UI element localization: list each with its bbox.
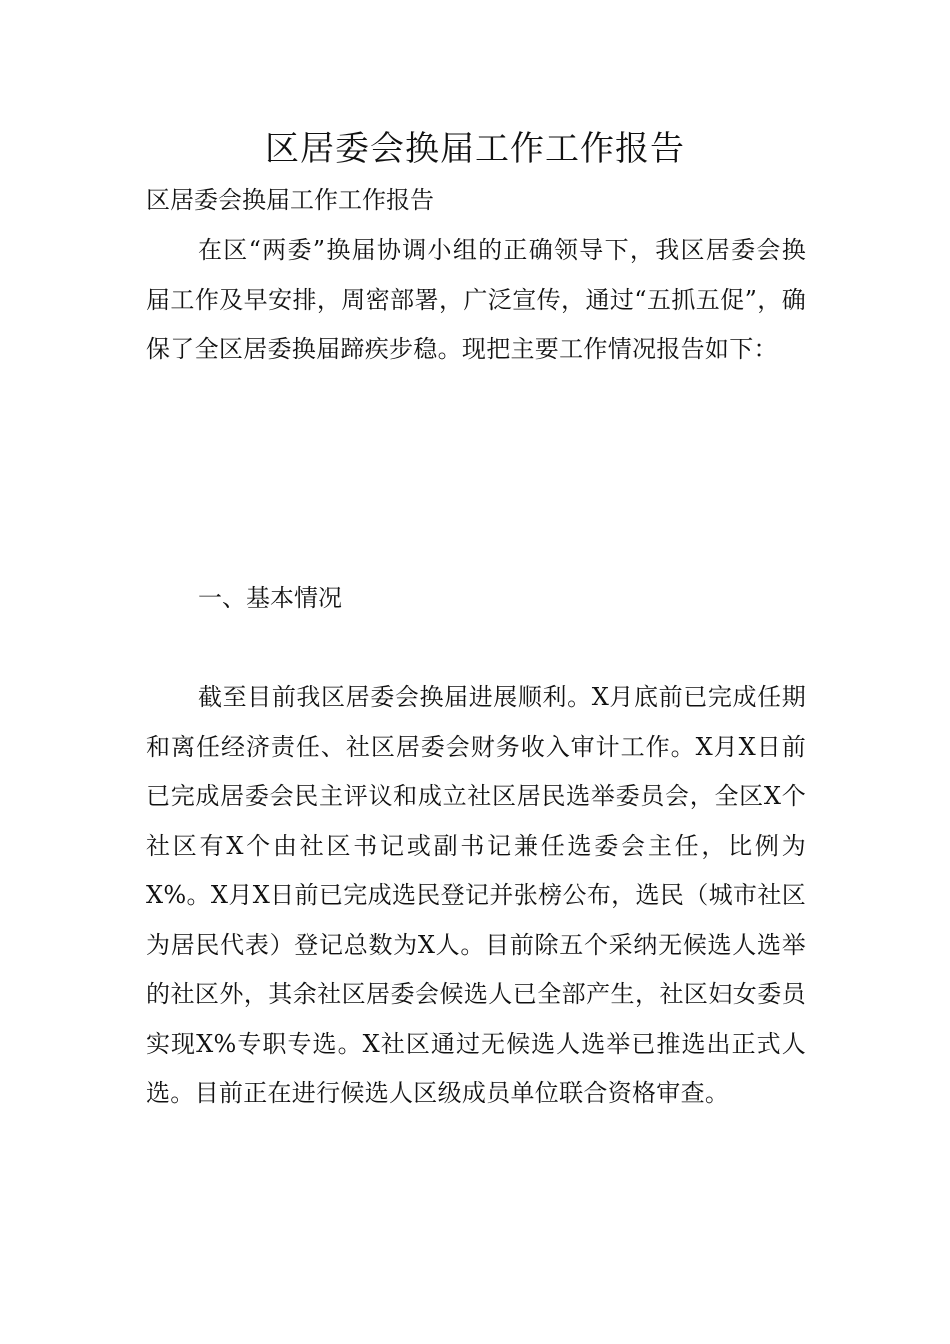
section-heading-basic-situation: 一、基本情况 (198, 584, 342, 612)
document-subtitle: 区居委会换届工作工作报告 (146, 186, 434, 214)
intro-paragraph: 在区“两委”换届协调小组的正确领导下，我区居委会换届工作及早安排，周密部署，广泛宣传，通过“五抓五促”，确保了全区居委换届蹄疾步稳。现把主要工作情况报告如下： (146, 236, 806, 363)
section-body-paragraph: 截至目前我区居委会换届进展顺利。X月底前已完成任期和离任经济责任、社区居委会财务收入审计工作。X月X日前已完成居委会民主评议和成立社区居民选举委员会，全区X个社区有X个由社区书记或副书记兼任选委会主任，比例为X%。X月X日前已完成选民登记并张榜公布，选民（城市社区为居民代表）登记总数为X人。目前除五个采纳无候选人选举的社区外，其余社区居委会候选人已全部产生，社区妇女委员实现X%专职专选。X社区通过无候选人选举已推选出正式人选。目前正在进行候选人区级成员单位联合资格审查。 (146, 683, 806, 1107)
document-title: 区居委会换届工作工作报告 (265, 129, 685, 169)
